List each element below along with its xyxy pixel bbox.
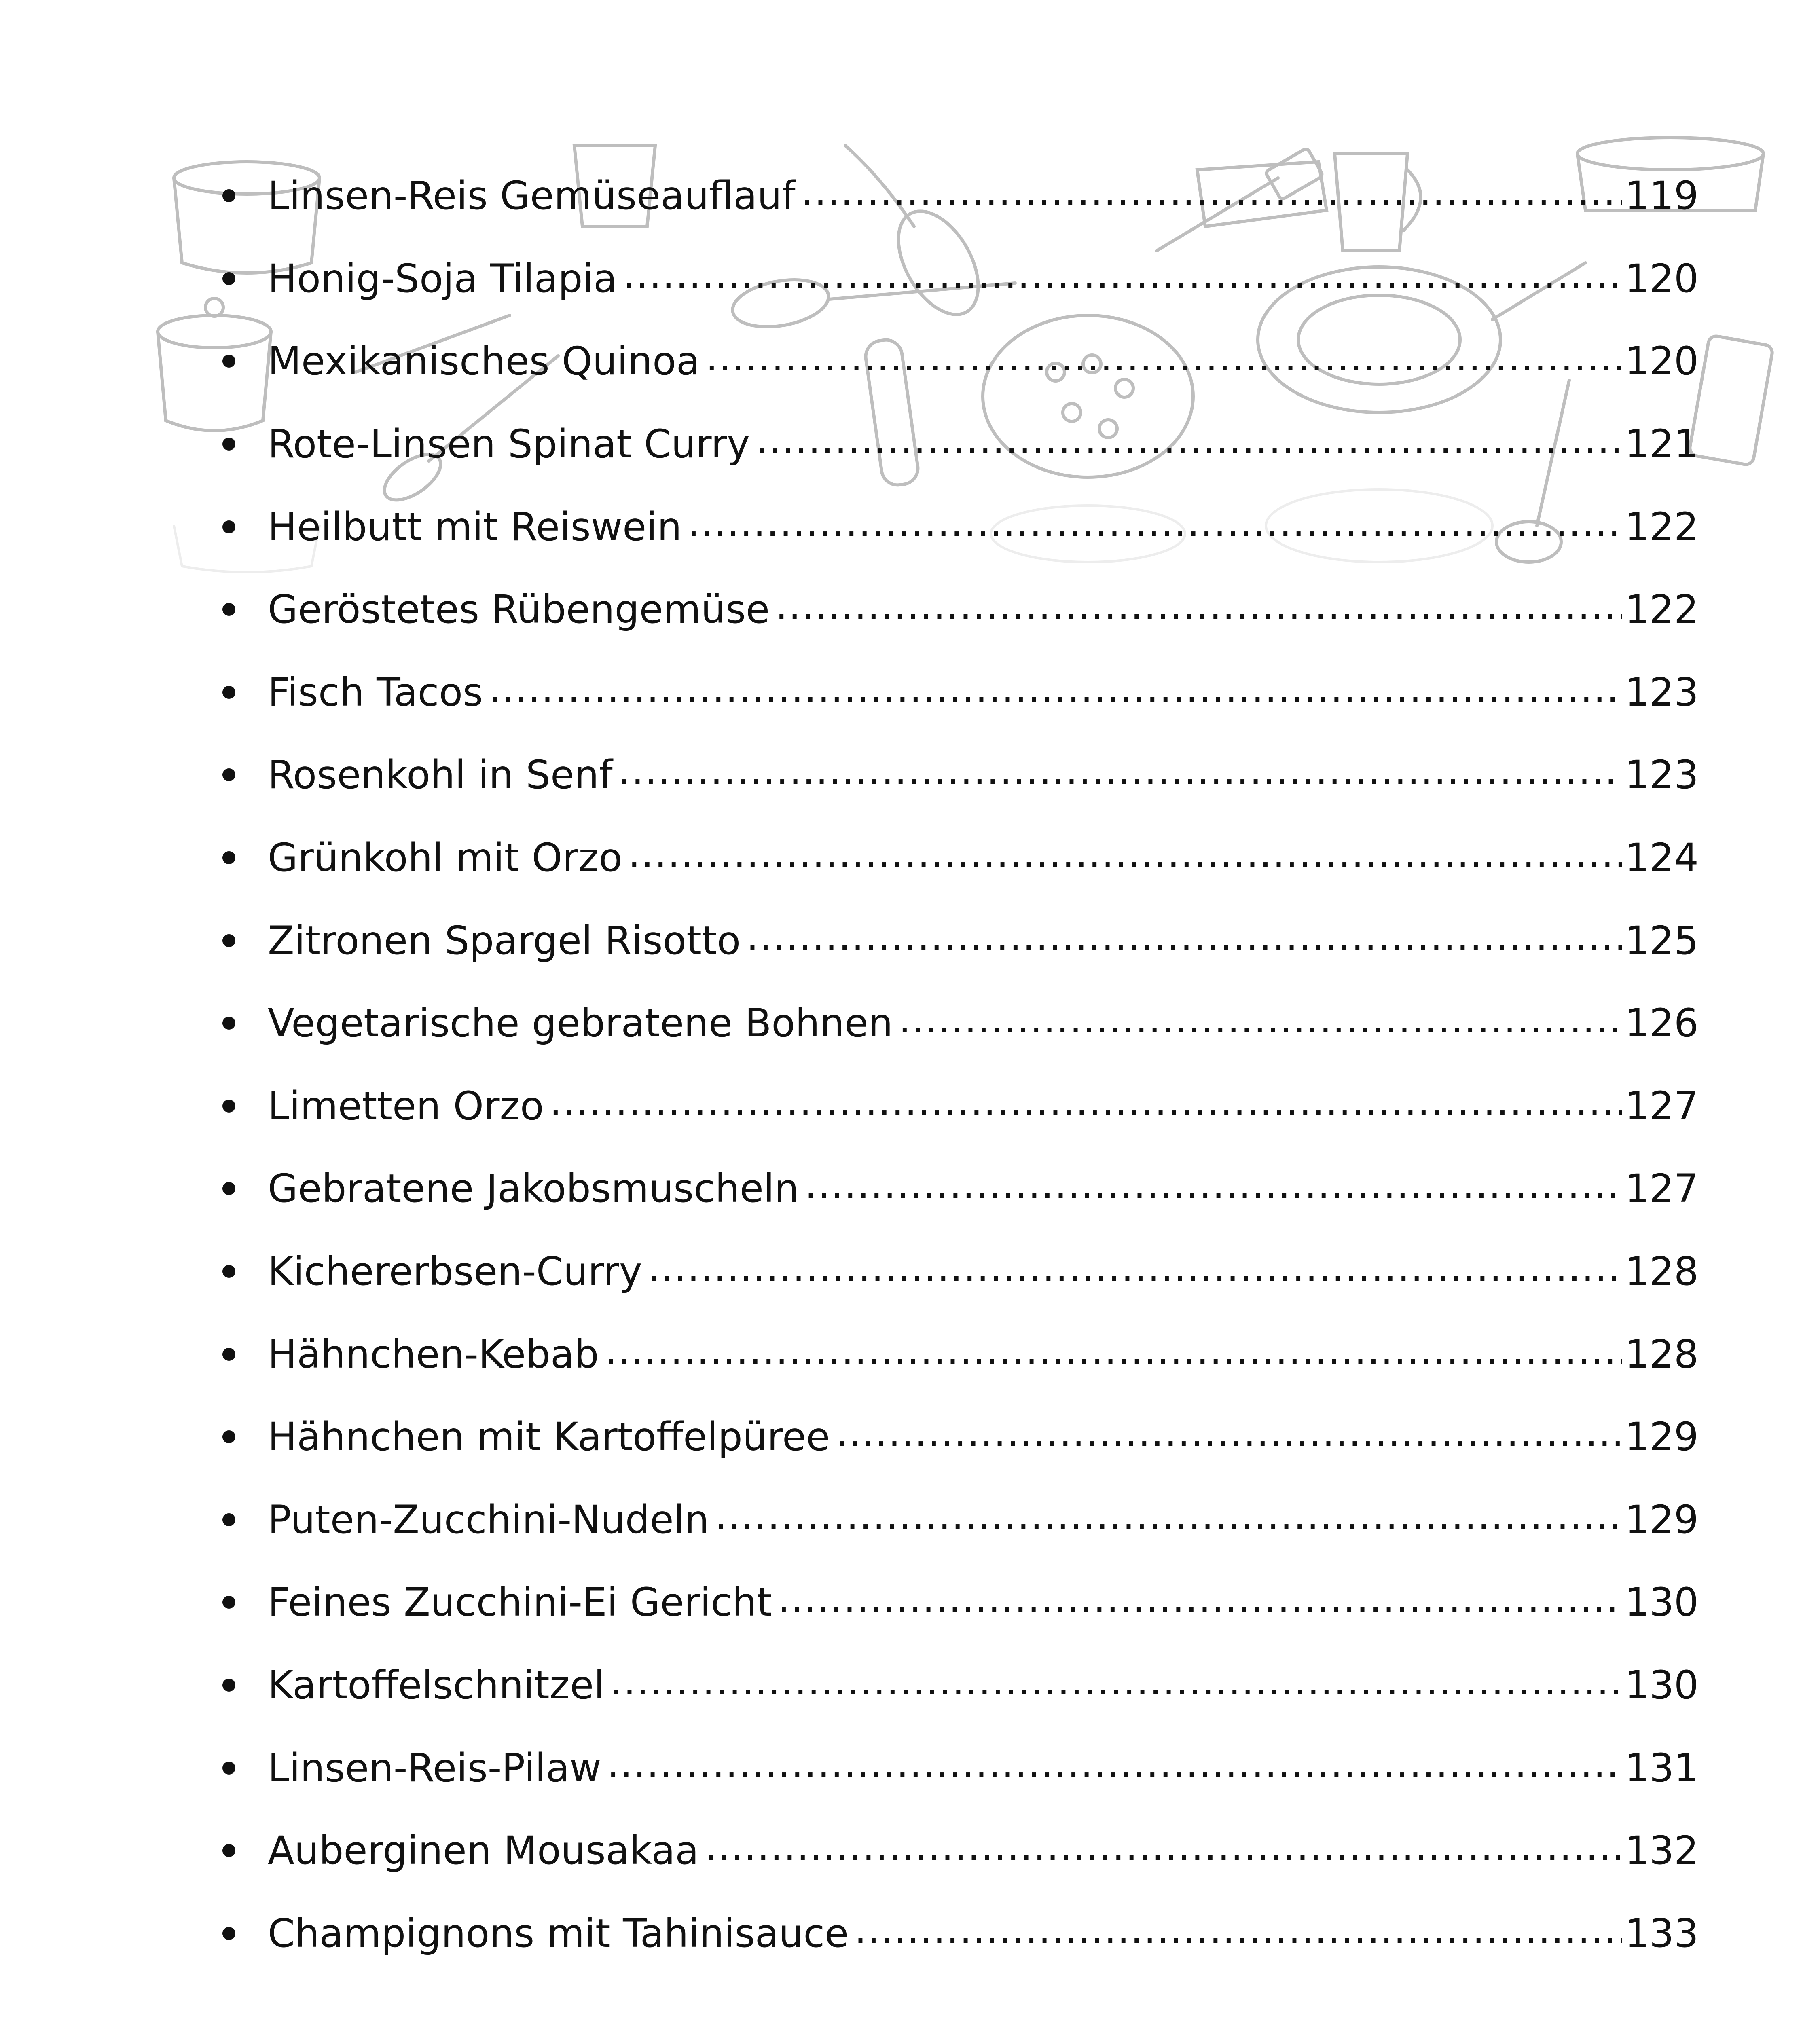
toc-entry[interactable] — [214, 982, 1699, 1065]
toc-entry-page: 130 — [1624, 1580, 1699, 1625]
toc-entry-page: 127 — [1624, 1166, 1699, 1212]
bullet-icon — [222, 1513, 235, 1526]
bullet-icon — [222, 1265, 235, 1278]
bullet-icon — [222, 686, 235, 699]
toc-entry[interactable] — [214, 1644, 1699, 1727]
toc-entry-title: Linsen-Reis Gemüseauflauf — [268, 173, 796, 219]
toc-entry-title: Linsen-Reis-Pilaw — [268, 1745, 601, 1791]
toc-entry[interactable] — [214, 154, 1699, 237]
dot-leader — [607, 1749, 1622, 1787]
toc-entry-page: 120 — [1624, 256, 1699, 301]
toc-entry-title: Hähnchen-Kebab — [268, 1331, 599, 1377]
dot-leader — [618, 755, 1622, 794]
toc-entry-page: 127 — [1624, 1083, 1699, 1129]
toc-entry-title: Mexikanisches Quinoa — [268, 338, 700, 384]
toc-entry[interactable] — [214, 1809, 1699, 1892]
toc-entry-title: Grünkohl mit Orzo — [268, 835, 622, 881]
toc-entry-title: Honig-Soja Tilapia — [268, 256, 617, 301]
bullet-icon — [222, 934, 235, 947]
toc-entry-page: 125 — [1624, 918, 1699, 963]
toc-entry-page: 123 — [1624, 669, 1699, 715]
bullet-icon — [222, 1348, 235, 1361]
toc-entry-title: Feines Zucchini-Ei Gericht — [268, 1580, 772, 1625]
toc-entry-title: Gebratene Jakobsmuscheln — [268, 1166, 799, 1212]
toc-entry-title: Fisch Tacos — [268, 669, 483, 715]
toc-entry[interactable] — [214, 320, 1699, 403]
toc-entry-title: Limetten Orzo — [268, 1083, 544, 1129]
toc-entry[interactable] — [214, 1065, 1699, 1148]
bullet-icon — [222, 1844, 235, 1857]
bullet-icon — [222, 603, 235, 616]
bullet-icon — [222, 355, 235, 368]
toc-entry[interactable] — [214, 899, 1699, 982]
bullet-icon — [222, 1762, 235, 1775]
dot-leader — [854, 1914, 1622, 1953]
dot-leader — [705, 1831, 1622, 1870]
toc-entry-page: 132 — [1624, 1828, 1699, 1874]
toc-entry-title: Heilbutt mit Reiswein — [268, 504, 682, 550]
dot-leader — [804, 1169, 1622, 1208]
dot-leader — [801, 176, 1622, 215]
toc-entry[interactable] — [214, 734, 1699, 816]
dot-leader — [610, 1666, 1622, 1705]
bullet-icon — [222, 768, 235, 781]
toc-entry-page: 133 — [1624, 1910, 1699, 1956]
bullet-icon — [222, 189, 235, 202]
bullet-icon — [222, 1679, 235, 1692]
toc-entry-page: 130 — [1624, 1662, 1699, 1708]
toc-entry-page: 129 — [1624, 1414, 1699, 1460]
toc-entry[interactable] — [214, 1478, 1699, 1561]
dot-leader — [648, 1252, 1622, 1291]
bullet-icon — [222, 520, 235, 533]
toc-entry[interactable] — [214, 1396, 1699, 1478]
toc-entry[interactable] — [214, 237, 1699, 320]
toc-entry[interactable] — [214, 1726, 1699, 1809]
toc-entry-page: 121 — [1624, 421, 1699, 467]
toc-entry-page: 119 — [1624, 173, 1699, 219]
toc-entry-page: 128 — [1624, 1331, 1699, 1377]
toc-entry-title: Champignons mit Tahinisauce — [268, 1910, 849, 1956]
dot-leader — [899, 1004, 1622, 1043]
toc-entry[interactable] — [214, 1147, 1699, 1230]
bullet-icon — [222, 272, 235, 285]
toc-entry[interactable] — [214, 1313, 1699, 1396]
dot-leader — [746, 921, 1622, 960]
toc-entry-title: Kichererbsen-Curry — [268, 1249, 642, 1294]
bullet-icon — [222, 851, 235, 864]
toc-entry-title: Rosenkohl in Senf — [268, 752, 613, 798]
toc-entry-title: Puten-Zucchini-Nudeln — [268, 1497, 709, 1542]
dot-leader — [756, 425, 1622, 463]
dot-leader — [489, 673, 1622, 712]
toc-entry-title: Rote-Linsen Spinat Curry — [268, 421, 750, 467]
toc-entry-title: Hähnchen mit Kartoffelpüree — [268, 1414, 830, 1460]
bullet-icon — [222, 438, 235, 451]
toc-entry-page: 120 — [1624, 338, 1699, 384]
toc-entry-title: Auberginen Mousakaa — [268, 1828, 699, 1874]
dot-leader — [836, 1417, 1622, 1456]
toc-entry-page: 122 — [1624, 504, 1699, 550]
bullet-icon — [222, 1596, 235, 1609]
table-of-contents — [214, 154, 1699, 1975]
bullet-icon — [222, 1017, 235, 1030]
toc-entry[interactable] — [214, 485, 1699, 568]
toc-entry-page: 129 — [1624, 1497, 1699, 1542]
toc-entry[interactable] — [214, 651, 1699, 734]
toc-entry-page: 122 — [1624, 587, 1699, 632]
toc-entry[interactable] — [214, 1561, 1699, 1644]
toc-entry-title: Geröstetes Rübengemüse — [268, 587, 770, 632]
dot-leader — [775, 590, 1622, 629]
toc-entry-title: Vegetarische gebratene Bohnen — [268, 1000, 893, 1046]
dot-leader — [715, 1500, 1622, 1539]
toc-entry[interactable] — [214, 568, 1699, 651]
bullet-icon — [222, 1430, 235, 1443]
toc-entry[interactable] — [214, 816, 1699, 899]
dot-leader — [623, 259, 1622, 298]
dot-leader — [778, 1583, 1622, 1622]
toc-entry-page: 131 — [1624, 1745, 1699, 1791]
dot-leader — [550, 1087, 1622, 1125]
bullet-icon — [222, 1927, 235, 1940]
toc-entry[interactable] — [214, 1230, 1699, 1313]
toc-entry-page: 123 — [1624, 752, 1699, 798]
toc-entry-title: Kartoffelschnitzel — [268, 1662, 605, 1708]
toc-entry-page: 124 — [1624, 835, 1699, 881]
toc-entry-title: Zitronen Spargel Risotto — [268, 918, 741, 963]
dot-leader — [605, 1335, 1622, 1374]
bullet-icon — [222, 1182, 235, 1195]
dot-leader — [628, 838, 1622, 877]
toc-entry-page: 128 — [1624, 1249, 1699, 1294]
dot-leader — [706, 342, 1622, 381]
toc-entry[interactable] — [214, 1892, 1699, 1975]
toc-entry-page: 126 — [1624, 1000, 1699, 1046]
toc-entry[interactable] — [214, 403, 1699, 486]
dot-leader — [688, 508, 1622, 546]
bullet-icon — [222, 1100, 235, 1113]
